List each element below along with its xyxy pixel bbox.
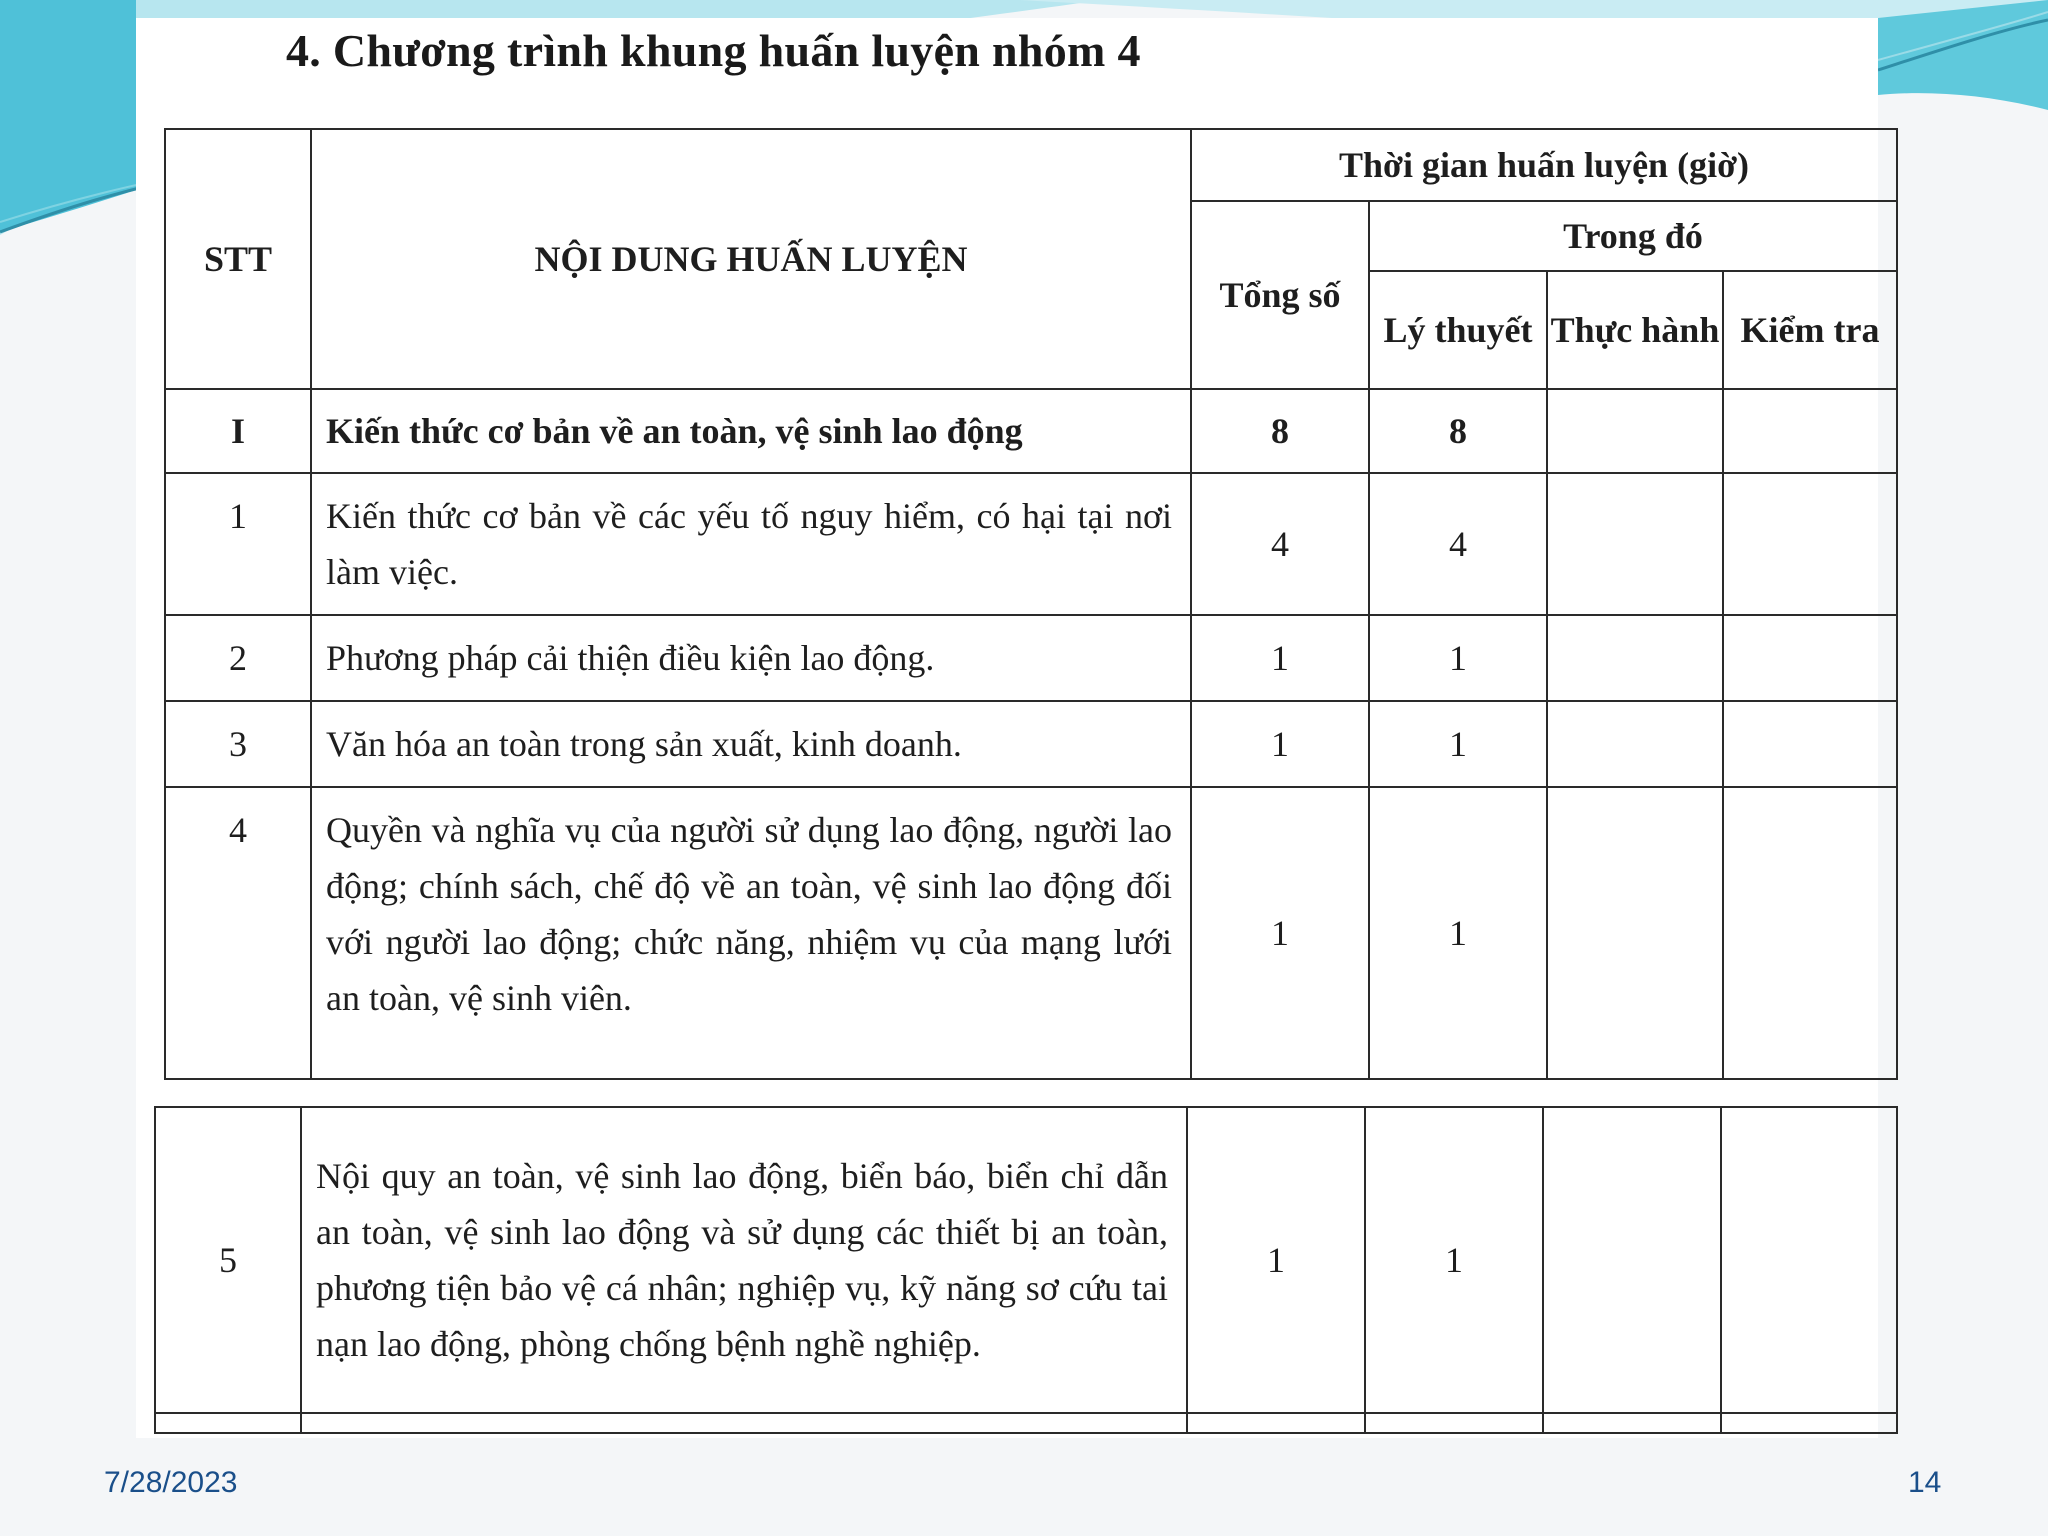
row-practice — [1547, 615, 1723, 701]
row-practice — [1547, 701, 1723, 787]
table-row — [165, 615, 1897, 701]
row-total: 4 — [1191, 473, 1369, 615]
slide-date: 7/28/2023 — [104, 1466, 238, 1499]
header-practice: Thực hành — [1547, 271, 1723, 389]
table-row — [165, 389, 1897, 473]
row-content: Kiến thức cơ bản về các yếu tố nguy hiểm, có hại tại nơi làm việc. — [311, 473, 1191, 615]
row-stt: 4 — [165, 787, 311, 1079]
training-table-lower — [154, 1106, 1898, 1434]
row-content: Phương pháp cải thiện điều kiện lao động. — [311, 615, 1191, 701]
row-theory: 1 — [1365, 1107, 1543, 1413]
table-row — [165, 787, 1897, 1079]
row-total: 1 — [1187, 1107, 1365, 1413]
row-theory: 8 — [1369, 389, 1547, 473]
training-table-upper — [164, 128, 1898, 1080]
header-theory: Lý thuyết — [1369, 271, 1547, 389]
row-total: 1 — [1191, 701, 1369, 787]
slide-number: 14 — [1908, 1466, 1942, 1499]
table-row — [165, 473, 1897, 615]
header-content: NỘI DUNG HUẤN LUYỆN — [311, 129, 1191, 389]
row-content: Nội quy an toàn, vệ sinh lao động, biển báo, biển chỉ dẫn an toàn, vệ sinh lao động và sử dụng các thiết bị an toàn, phương tiện bảo vệ cá nhân; nghiệp vụ, kỹ năng sơ cứu tai nạn lao động, phòng chống bệnh nghề nghiệp. — [301, 1107, 1187, 1413]
row-test — [1721, 1107, 1897, 1413]
header-of-which: Trong đó — [1369, 201, 1897, 271]
row-total: 1 — [1191, 615, 1369, 701]
row-content: Kiến thức cơ bản về an toàn, vệ sinh lao động — [311, 389, 1191, 473]
header-total: Tổng số — [1191, 201, 1369, 389]
row-total: 1 — [1191, 787, 1369, 1079]
row-stt: 3 — [165, 701, 311, 787]
row-stt: I — [165, 389, 311, 473]
row-content: Quyền và nghĩa vụ của người sử dụng lao động, người lao động; chính sách, chế độ về an toàn, vệ sinh lao động đối với người lao động; chức năng, nhiệm vụ của mạng lưới an toàn, vệ sinh viên. — [311, 787, 1191, 1079]
document-heading: 4. Chương trình khung huấn luyện nhóm 4 — [286, 25, 1141, 76]
row-stt: 2 — [165, 615, 311, 701]
row-test — [1723, 701, 1897, 787]
row-practice — [1547, 389, 1723, 473]
header-stt: STT — [165, 129, 311, 389]
table-row — [165, 701, 1897, 787]
header-test: Kiểm tra — [1723, 271, 1897, 389]
row-content: Văn hóa an toàn trong sản xuất, kinh doanh. — [311, 701, 1191, 787]
row-theory: 4 — [1369, 473, 1547, 615]
row-test — [1723, 473, 1897, 615]
row-practice — [1543, 1107, 1721, 1413]
table-row — [155, 1107, 1897, 1413]
row-total: 8 — [1191, 389, 1369, 473]
row-test — [1723, 787, 1897, 1079]
header-time-group: Thời gian huấn luyện (giờ) — [1191, 129, 1897, 201]
row-theory: 1 — [1369, 615, 1547, 701]
row-stt: 5 — [155, 1107, 301, 1413]
row-test — [1723, 615, 1897, 701]
row-theory: 1 — [1369, 701, 1547, 787]
row-practice — [1547, 787, 1723, 1079]
row-theory: 1 — [1369, 787, 1547, 1079]
row-stt: 1 — [165, 473, 311, 615]
row-practice — [1547, 473, 1723, 615]
table-row-cutoff — [155, 1413, 1897, 1433]
row-test — [1723, 389, 1897, 473]
